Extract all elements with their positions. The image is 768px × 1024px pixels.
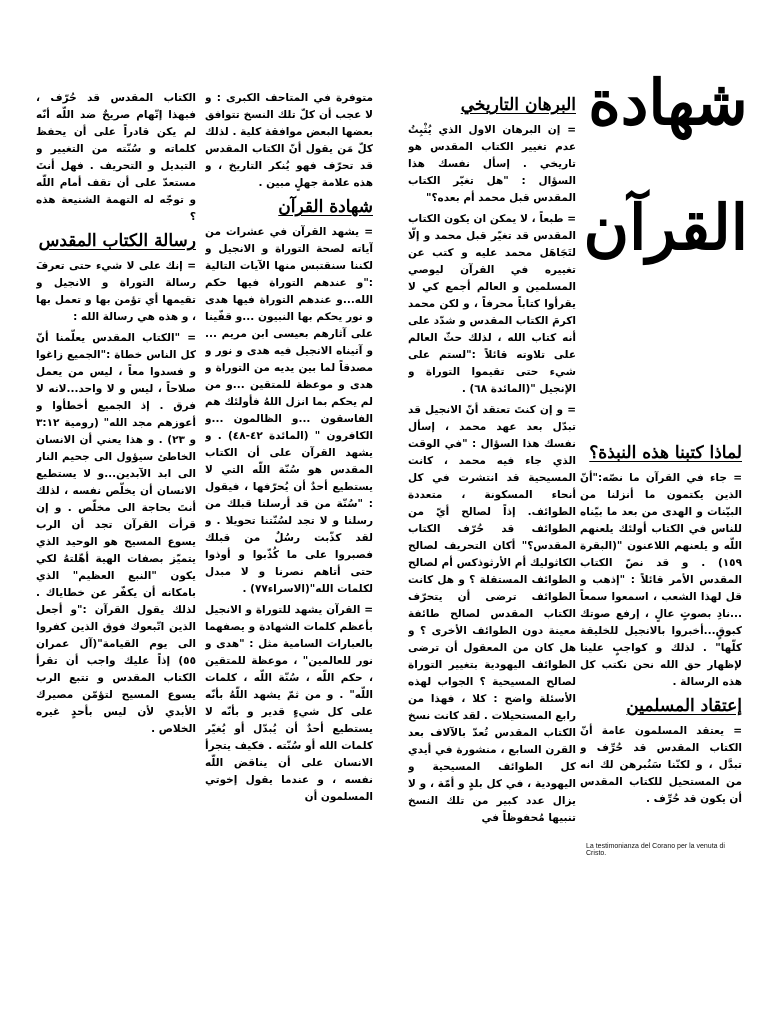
paragraph: = يعتقد المسلمون عامة أنّ الكتاب المقدس قد حُرِّف و تبدَّل ، و لكنّنا سَنُبرهن لك انه من المستحيل للكتاب المقدس أن يكون قد حُرِّف . <box>580 725 742 806</box>
heading-historical-proof: البرهان التاريخي <box>460 95 576 115</box>
paragraph: = جاء في القرآن ما نصّه:"أنّ الذين يكتمون ما أنزلنا من البيّنات و الهدى من بعد ما بيّناه للناس في الكتاب أولئك يلعنهم اللّه و يلعنهم اللاعنون "(البقرة ١٥٩) . و قد نصّ الكتاب المقدس الأمر قائلاً : "إذهب و قل لهذا الشعب ، اسمعوا سمعاً ...نادِ بصوتٍ عالٍ ، إرفع صوتك كبوقٍ...أخبروا بالانجيل للخليقة كلّها" . لذلك و كواجبٍ علينا لإظهار حق الله نحن نكتب كل هذه الرسالة . <box>580 472 742 689</box>
paragraph: = إنك على لا شيء حتى تعرفَ رسالة التوراة و الانجيل و تقيمها أي تؤمن بها و تعمل بها ، و هذه هي رسالة الله : <box>36 260 196 324</box>
paragraph: = "الكتاب المقدس يعلّمنا أنّ كل الناس خطاة :"الجميع زاغوا و فسدوا معاً ، ليس من يعمل صلاحاً ، ليس و لا واحد...لانه لا فرق . إذ الجميع أخطأوا و أعوزهم مجد الله" (رومية ٣:١٢ و ٢٣) . و هذا يعني أن الانسان الخاطئ سيؤول الى جحيم النار الى ابد الآبدين...و لا يستطيع الانسان أن يخلّص نفسه ، لذلك أنتَ بحاجة الى مخلّص . و إن قرأت القرآن تجد أن الرب يسوع المسيح هو الوحيد الذي يتميّز بصفات الهية أهّلتهُ لكي يكون "النبع العظيم" الذي بامكانه أن يكفّر عن خطاياك . لذلك يقول القرآن :"و أجعل الذين اتّبعوك فوق الذين كفروا الى يوم القيامة"(آل عمران ٥٥) إذاً عليك واجب أن تقرأ الكتاب المقدس و تتبع الرب يسوع المسيح لتؤمّن مصيرك الأبدي لأن ليس بأحدٍ غيره الخلاص . <box>36 332 196 736</box>
paragraph: = طبعاً ، لا يمكن ان يكون الكتاب المقدس قد تغيّر قبل محمد و إلّا لتَجَاهَل محمد عليه و كتب عن تغييره في القرآن ليوصي المسلمين و العالم أجمع كي لا يقرأوا كتاباً محرفاً ، و لكن محمد اكرمَ الكتاب المقدس و شدّد على أنه كتاب الله ، لذلك حثّ العالم على تلاوته قائلاً :"لستم على شيء حتى تقيموا التوراة و الإنجيل "(المائدة ٦٨) . <box>408 213 576 396</box>
column-3 <box>408 92 576 892</box>
paragraph: = و إن كنتَ تعتقد أنّ الانجيل قد تبدّل بعد عهد محمد ، إسأل نفسك هذا السؤال : "في الوقت الذي جاء فيه محمد ، كانت المسيحية قد انتشرت في كل أنحاء المسكونة ، متعددة الطوائف. إذاً لصالح أيّ من الطوائف قد حُرّف الكتاب المقدس؟" أكان التحريف لصالح الكاثوليك أم الأرثوذكس أم لصالح الطوائف المستقلة ؟ و هل كانت الطوائف ترضى أن يتحرّف الكتاب المقدس لصالح طائفة معينة دون الطوائف الأخرى ؟ و هل كان من المعقول أن ترضى الطوائف اليهودية بتغيير التوراة لصالح المسيحية ؟ الجواب لهذه الأسئلة واضح : كلا ، فهذا من رابع المستحيلات . لقد كانت نسخ الكتاب المقدس تُعدّ بالآلاف بعد القرن السابع ، منشورة في أيدي كل الطوائف المسيحية و اليهودية ، في كل بلدٍ و أمّة ، و لا يزال عدد كبير من تلك النسخ تنبيها مُحفوظاً في <box>408 404 576 825</box>
heading-quran-testimony: شهادة القرآن <box>278 197 373 217</box>
title-line-2: القرآن <box>583 191 748 265</box>
image-caption: La testimonianza del Corano per la venuta di Cristo. <box>586 843 725 857</box>
paragraph: الكتاب المقدس قد حُرّف ، فبهذا إتّهام صريحٌ ضد اللّه أنّه لم يكن قادراً على أن يحفظ كلماته و سُنّته من التغيير و التبديل و التحريف . فهل أنتَ مستعدّ على أن تقف أمام اللّه و توجّه له التهمة الشنيعة هذه ؟ <box>36 92 196 223</box>
column-4 <box>580 440 742 840</box>
heading-muslim-belief: إعتقاد المسلمين <box>626 696 742 717</box>
page-title <box>583 66 748 440</box>
paragraph: = القرآن يشهد للتوراة و الانجيل بأعظم كلمات الشهادة و يصفهما بالعبارات السامية مثل : "هدى و نور للعالمين" ، موعظة للمتقين ، حكم اللّه ، سُنّة اللّه ، كلمات اللّه" . و من ثمّ يشهد اللّهُ بأنّه على كل شيءٍ قدير و بأنّه لا يستطيع أحدٌ أن يُبدّل أو يُغيّر كلمات الله أو سُنّته . فكيف يتجرأ الانسان على أن يناقض اللّه نفسه ، و عندما يقول إخوتي المسلمون أن <box>205 604 373 804</box>
column-1 <box>36 90 196 830</box>
paragraph: = يشهد القرآن في عشرات من آياته لصحة التوراة و الانجيل و لكننا سنقتبس منها الآيات التالية :"و عندهم التوراة فيها حكم الله...و عندهم التوراة فيها هدى و نور يحكم بها النبيون ...و قفّينا على آثارهم بعيسى ابن مريم ... و آتيناه الانجيل فيه هدى و نور و مصدقاً لما بين يديه من التوراة و هدى و موعظة للمتقين ...و من لم يحكم بما انزل اللهُ فأولئك هم الفاسقون ...و الظالمون ...و الكافرون " (المائدة ٤٢-٤٨) . و يشهد القرآن على أن الكتاب المقدس هو سُنّة اللّه التي لا يستطيع أحدٌ أن يُحرّفها ، فيقول : "سُنّة من قد أرسلنا قبلك من رسلنا و لا تجد لسُنّتنا تحويلا . و لقد كذّبت رسُلٌ من قبلك فصبروا على ما كُذّبوا و أوذوا حتى أتاهم نصرنا و لا مبدل لكلمات الله"(الاسراء٧٧) . <box>205 226 373 596</box>
heading-bible-message: رسالة الكتاب المقدس <box>38 231 196 251</box>
title-line-1: شهادة <box>588 66 748 139</box>
paragraph: = إن البرهان الاول الذي يُثْبِتُ عدم تغيير الكتاب المقدس هو تاريخي . إسأل نفسك هذا السؤال : "هل تغيّر الكتاب المقدس قبل محمد أم بعده؟" <box>408 124 576 205</box>
column-2 <box>205 90 373 890</box>
heading-why-we-wrote: لماذا كتبنا هذه النبذة؟ <box>589 443 742 463</box>
paragraph: متوفرة في المتاحف الكبرى : و لا عجب أن كلّ تلك النسخ تتوافق بعضها البعض موافقة كلية . لذلك كلّ مَن يقول أنّ الكتاب المقدس قد تحرّف فهو يُنكر التاريخ ، و هذه علامة جهلٍ مبين . <box>205 92 373 189</box>
